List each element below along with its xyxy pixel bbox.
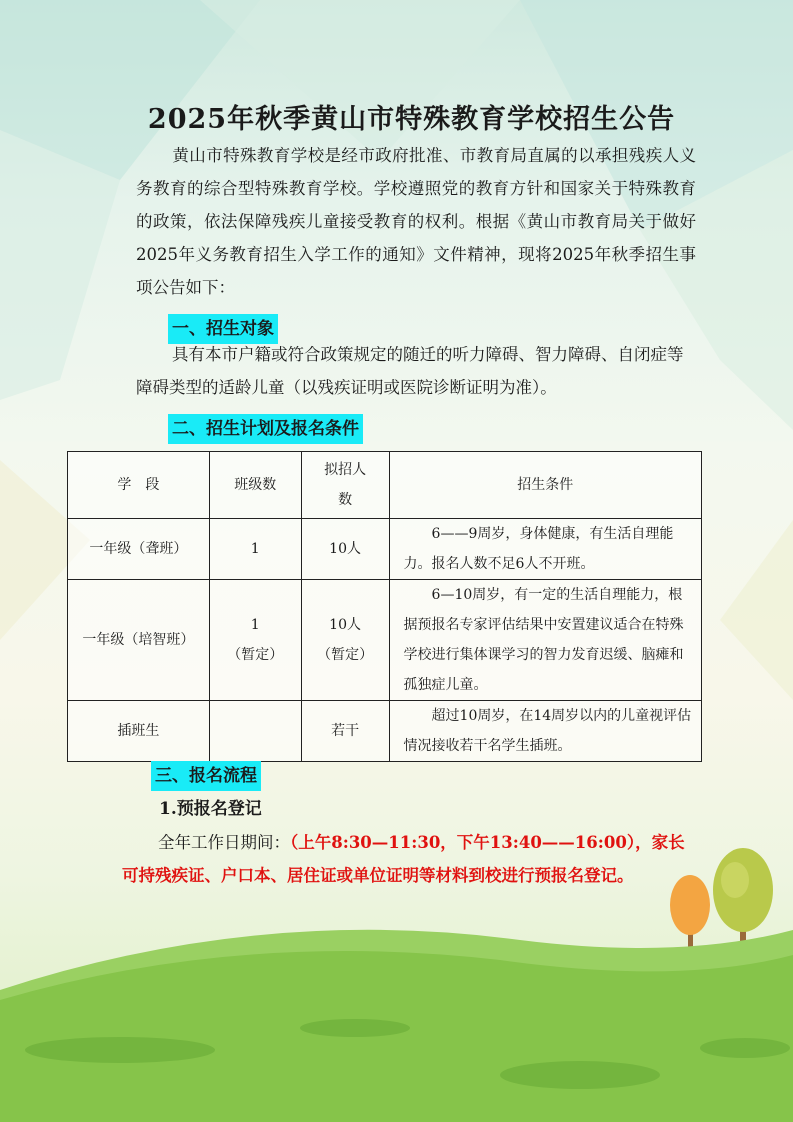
classes-note: （暂定）	[227, 647, 284, 663]
table-row	[68, 701, 702, 762]
header-classes: 班级数	[209, 452, 301, 519]
intro-paragraph	[136, 139, 696, 304]
intro-text: 黄山市特殊教育学校是经市政府批准、市教育局直属的以承担残疾人义务教育的综合型特殊教育学校。学校遵照党的教育方针和国家关于特殊教育的政策，依法保障残疾儿童接受教育的权利。根据《黄山市教育局关于做好2025年义务教育招生入学工作的通知》文件精神，现将2025年秋季招生事项公告如下：	[136, 146, 696, 297]
cell-classes	[209, 580, 301, 701]
condition-text: 6—10周岁，有一定的生活自理能力，根据预报名专家评估结果中安置建议适合在特殊学校进行集体课学习的智力发育迟缓、脑瘫和孤独症儿童。	[403, 587, 684, 693]
pre-registration-paragraph	[122, 826, 692, 892]
cell-condition	[389, 519, 701, 580]
cell-enroll	[301, 580, 389, 701]
enroll-note: （暂定）	[317, 647, 374, 663]
condition-text: 6——9周岁，身体健康，有生活自理能力。报名人数不足6人不开班。	[403, 526, 674, 572]
enroll-value: 10人	[329, 541, 361, 557]
notice-title: 2025年秋季黄山市特殊教育学校招生公告	[147, 104, 676, 135]
table-row	[68, 519, 702, 580]
section1-paragraph	[136, 338, 696, 404]
header-condition: 招生条件	[389, 452, 701, 519]
condition-text: 超过10周岁，在14周岁以内的儿童视评估情况接收若干名学生插班。	[403, 708, 692, 754]
cell-classes	[209, 701, 301, 762]
cell-classes	[209, 519, 301, 580]
section1-text: 具有本市户籍或符合政策规定的随迁的听力障碍、智力障碍、自闭症等障碍类型的适龄儿童（以残疾证明或医院诊断证明为准）。	[136, 345, 684, 397]
cell-stage: 插班生	[68, 701, 210, 762]
pre-registration-subheading: 1.预报名登记	[159, 799, 262, 819]
cell-condition	[389, 701, 701, 762]
pre-registration-details: （上午8:30—11:30，下午13:40——16:00），家长可持残疾证、户口本、居住证或单位证明等材料到校进行预报名登记。	[122, 833, 685, 885]
cell-condition	[389, 580, 701, 701]
classes-value: 1	[250, 541, 260, 557]
classes-value: 1	[250, 617, 260, 633]
cell-stage: 一年级（培智班）	[68, 580, 210, 701]
cell-enroll	[301, 519, 389, 580]
enroll-value: 10人	[329, 617, 361, 633]
pre-registration-prefix: 全年工作日期间：	[158, 833, 290, 852]
table-header-row	[68, 452, 702, 519]
section2-heading: 二、招生计划及报名条件	[168, 414, 363, 444]
enrollment-table	[67, 451, 702, 762]
cell-enroll: 若干	[301, 701, 389, 762]
table-row	[68, 580, 702, 701]
section1-heading: 一、招生对象	[168, 314, 278, 344]
section3-heading: 三、报名流程	[151, 761, 261, 791]
cell-stage: 一年级（聋班）	[68, 519, 210, 580]
header-enroll: 拟招人数	[301, 452, 389, 519]
header-stage: 学 段	[68, 452, 210, 519]
